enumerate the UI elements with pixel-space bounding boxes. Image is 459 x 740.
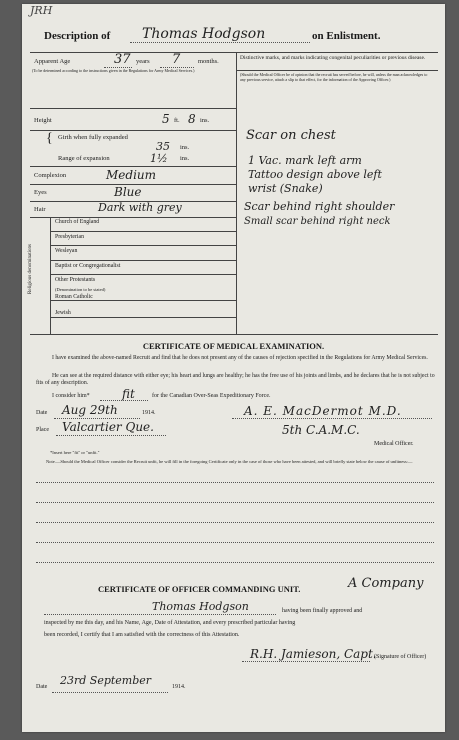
eyes-value: Blue [114,185,142,199]
complexion-label: Complexion [34,172,67,179]
religion-item: Wesleyan [55,248,78,254]
religion-separator [50,260,236,261]
sep-chest [30,130,236,131]
medical-date-label: Date [36,410,48,416]
distinctive-mark: Tattoo design above left [248,168,382,181]
unfit-note: Note.—Should the Medical Officer consider the Recruit unfit, he will fill in the foregoing Certificate only in the case of those who have been attested, and will briefly state below the cause of unfitness:— [46,459,413,464]
height-ins: 8 [188,112,196,126]
sep-height [30,108,236,109]
frame-bottom [30,334,438,335]
co-year: 1914. [172,684,186,690]
height-label: Height [34,117,52,124]
marks-sep [236,70,438,71]
medical-para2: He can see at the required distance with either eye; his heart and lungs are healthy; he has the free use of his joints and limbs, and he declares that he is not subject to fits of any description. [36,373,435,386]
distinctive-mark: 1 Vac. mark left arm [248,154,362,167]
company-value: A Company [348,576,424,591]
medical-officer-label: Medical Officer. [374,441,414,447]
range-value: 1½ [150,152,168,165]
chest-brace: { [46,131,53,146]
cause-line-4 [36,542,434,543]
age-note: (To be determined according to the instructions given in the Regulations for Army Medical Services.) [32,68,195,73]
medical-date-line [54,418,140,419]
medical-year: 1914. [142,410,156,416]
religion-item: Jewish [55,310,71,316]
frame-divider [236,52,237,334]
frame-top [30,52,438,53]
range-label: Range of expansion [58,155,110,162]
header-on-enlistment: on Enlistment. [312,30,381,42]
medical-officer-unit: 5th C.A.M.C. [282,423,360,437]
religion-item: Church of England [55,219,100,225]
co-date-line [52,692,168,693]
commanding-title: CERTIFICATE OF OFFICER COMMANDING UNIT. [98,584,301,594]
sep-religion [30,217,236,218]
place-label: Place [36,427,49,433]
months-label: months. [198,58,219,65]
place-value: Valcartier Que. [62,420,154,434]
religion-separator [50,231,236,232]
signature-line [232,418,432,419]
cause-line-2 [36,502,434,503]
distinctive-mark: wrist (Snake) [248,182,323,195]
age-years: 37 [114,52,131,67]
medical-title: CERTIFICATE OF MEDICAL EXAMINATION. [142,341,325,351]
religion-separator [50,300,236,301]
co-name-value: Thomas Hodgson [152,600,249,613]
religious-label: Religious denominations [28,244,33,294]
religion-separator [50,274,236,275]
distinctive-mark: Scar behind right shoulder [244,200,395,213]
marks-note: (Should the Medical Officer be of opinion that the recruit has served before, he will, unless the man acknowledges to any previous service, attach a slip to that effect, for the information of the Approving Officer.) [240,72,428,82]
complexion-value: Medium [106,168,157,182]
religion-item: Presbyterian [55,234,84,240]
cause-line-3 [36,522,434,523]
for-label: for the Canadian Over-Seas Expeditionary Force. [152,393,271,399]
range-ins: ins. [180,155,190,162]
distinctive-mark: Small scar behind right neck [244,216,391,227]
consider-label: I consider him* [52,393,90,399]
height-ft: 5 [162,112,170,126]
place-line [56,435,166,436]
religion-item: (Denomination to be stated) [55,287,106,292]
age-months: 7 [172,52,181,67]
co-date-label: Date [36,684,48,690]
co-signature-line [242,661,370,662]
girth-label: Girth when fully expanded [58,134,128,141]
co-name-line [44,614,276,615]
co-signature: R.H. Jamieson, Capt. [250,647,377,661]
fit-value: fit [122,387,135,401]
hair-label: Hair [34,206,46,213]
hair-value: Dark with grey [98,201,182,214]
co-signature-label: (Signature of Officer) [374,654,427,660]
marks-title: Distinctive marks, and marks indicating congenital peculiarities or previous disease. [240,55,426,61]
medical-date-value: Aug 29th [62,403,118,417]
ft-label: ft. [174,117,180,124]
religion-separator [50,317,236,318]
having-been: having been finally approved and [282,608,363,614]
religion-separator [50,245,236,246]
cause-line-5 [36,562,434,563]
enlistment-form-page [22,4,445,732]
eyes-label: Eyes [34,189,47,196]
fit-line [100,400,148,401]
corner-stamp: JRH [30,4,53,17]
medical-para1: I have examined the above-named Recruit and find that he does not present any of the causes of rejection specified in the Regulations for Army Medical Services. [52,355,428,361]
name-line [130,42,310,43]
co-line3: been recorded, I certify that I am satisfied with the correctness of this Attestation. [44,632,240,638]
girth-value: 35 [156,140,170,153]
co-line2: inspected by me this day, and his Name, Age, Date of Attestation, and every prescribed particular having [44,620,296,626]
years-label: years [136,58,150,65]
recruit-name: Thomas Hodgson [142,26,266,42]
girth-ins: ins. [180,144,190,151]
apparent-age-label: Apparent Age [34,58,71,65]
religion-item: Other Protestants [55,277,96,283]
cause-line-1 [36,482,434,483]
header-description-of: Description of [44,30,111,42]
medical-officer-signature: A. E. MacDermot M.D. [244,404,402,418]
height-ins-label: ins. [200,117,210,124]
religion-item: Roman Catholic [55,294,93,300]
religion-item: Baptist or Congregationalist [55,263,121,269]
insert-note: *Insert here "fit" or "unfit." [50,450,100,455]
co-date-value: 23rd September [60,674,152,687]
sep-complexion [30,166,236,167]
distinctive-mark: Scar on chest [246,128,336,143]
